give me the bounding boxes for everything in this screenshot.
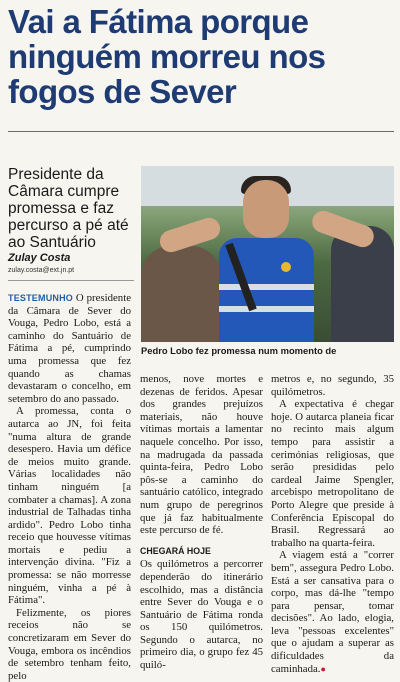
- article-paragraph: [8, 292, 131, 405]
- article-column-3: [271, 373, 394, 675]
- photo-caption: Pedro Lobo fez promessa num momento de: [141, 345, 337, 356]
- article-paragraph: Felizmente, os piores receios não se concretizaram em Sever do Vouga, embora os incêndios de setembro tenham feito, pelo: [8, 606, 131, 682]
- article-paragraph: [271, 549, 394, 675]
- photo-head: [243, 180, 289, 238]
- article-paragraph: metros e, no segundo, 35 quilómetros.: [271, 373, 394, 398]
- byline-divider: [8, 280, 134, 281]
- headline: Vai a Fátima porque ninguém morreu nos fogos de Sever: [8, 3, 326, 110]
- photo-vest-stripe: [219, 284, 314, 290]
- article-column-1: [8, 292, 131, 682]
- article-paragraph: menos, nove mortes e dezenas de feridos. Apesar dos grandes prejuízos materiais, não houve vítimas mortais a lamentar naquele concelho. Por isso, na madrugada da passada quinta-feira, Pedro Lobo pôs-se a caminho do santuário católico, integrado num grupo de peregrinos que já faz habitualmente este percurso de fé.: [140, 373, 263, 537]
- photo-vest-stripe: [219, 306, 314, 312]
- photo-crowd-left: [141, 246, 221, 342]
- photo-badge: [281, 262, 291, 272]
- subheadline: Presidente da Câmara cumpre promessa e faz percurso a pé até ao Santuário: [8, 166, 129, 251]
- article-paragraph: A expectativa é chegar hoje. O autarca planeia ficar no recinto mais algum tempo para assistir a cerimónias religiosas, que serão presididas pelo cardeal Jaime Spengler, arcebispo metropolitano de Porto Alegre que preside à Conferência Episcopal do Brasil. Regressará ao trabalho na quarta-feira.: [271, 398, 394, 549]
- byline-email: zulay.costa@ext.jn.pt: [8, 267, 75, 274]
- end-mark: ●: [320, 663, 326, 674]
- section-heading: CHEGARÁ HOJE: [140, 545, 211, 556]
- paragraph-text: O presidente da Câmara de Sever do Vouga, Pedro Lobo, está a caminho do Santuário de Fátima a pé, cumprindo uma promessa que fez quando as chamas devastaram o concelho, em setembro do ano passado.: [8, 292, 131, 405]
- kicker: TESTEMUNHO: [8, 293, 73, 303]
- article-photo: [141, 166, 394, 342]
- article-paragraph: Os quilómetros a percorrer dependerão do itinerário escolhido, mas a distância entre Sever do Vouga e o Santuário de Fátima ronda os 150 quilómetros. Segundo o autarca, no primeiro dia, o grupo fez 45 quiló-: [140, 558, 263, 672]
- paragraph-text: A viagem está a "correr bem", assegura Pedro Lobo. Está a ser cansativa para o corpo, mas dá-lhe "tempo para pensar, tomar decisões". Ao lado, elogia, leva "pessoas excelentes" que o ajudam a superar as dificuldades da caminhada.: [271, 549, 394, 675]
- header-divider: [8, 131, 394, 132]
- byline-author: Zulay Costa: [8, 252, 71, 264]
- article-paragraph: A promessa, conta o autarca ao JN, foi feita "numa altura de grande desespero. Havia um défice de meios muito grande. Várias localidades não tinham ninguém [a combater a chamas]. A zona industrial de Talhadas tinha ardido". Pedro Lobo tinha receio que houvesse vítimas mortais e pediu a intervenção divina. "Fiz a promessa: se não morresse ninguém, vinha a pé à Fátima".: [8, 405, 131, 607]
- article-column-2: [140, 373, 263, 672]
